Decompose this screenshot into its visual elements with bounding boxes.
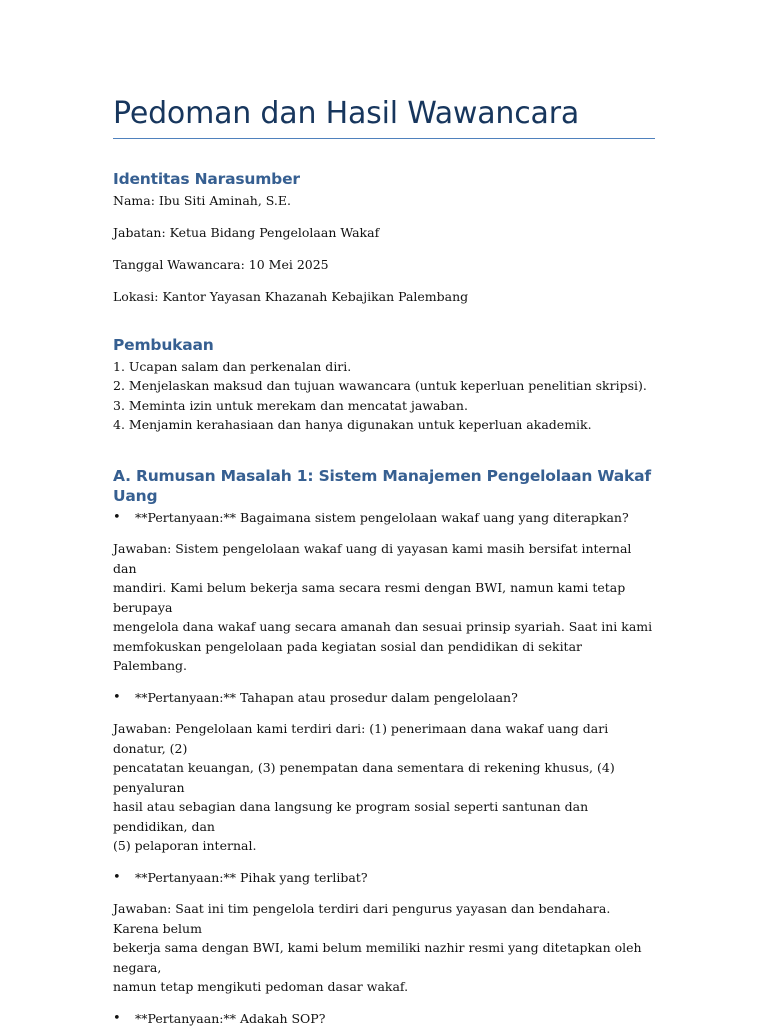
opening-item: 2. Menjelaskan maksud dan tujuan wawancara (untuk keperluan penelitian skripsi). bbox=[113, 376, 655, 396]
question-text: **Pertanyaan:** Bagaimana sistem pengelolaan wakaf uang yang diterapkan? bbox=[135, 510, 629, 525]
opening-item: 1. Ucapan salam dan perkenalan diri. bbox=[113, 357, 655, 377]
answer-line: mengelola dana wakaf uang secara amanah dan sesuai prinsip syariah. Saat ini kami bbox=[113, 617, 655, 637]
identity-date: Tanggal Wawancara: 10 Mei 2025 bbox=[113, 255, 655, 275]
question-item bbox=[113, 1009, 655, 1028]
question-text: **Pertanyaan:** Tahapan atau prosedur dalam pengelolaan? bbox=[135, 690, 518, 705]
document-body bbox=[113, 94, 655, 1028]
answer-line: Jawaban: Pengelolaan kami terdiri dari: (1) penerimaan dana wakaf uang dari donatur, (2) bbox=[113, 719, 655, 758]
question-text: **Pertanyaan:** Pihak yang terlibat? bbox=[135, 870, 368, 885]
answer-block bbox=[113, 899, 655, 997]
question-item bbox=[113, 868, 655, 888]
question-text: **Pertanyaan:** Adakah SOP? bbox=[135, 1011, 325, 1026]
heading-section-a: A. Rumusan Masalah 1: Sistem Manajemen Pengelolaan Wakaf Uang bbox=[113, 466, 655, 506]
identity-position: Jabatan: Ketua Bidang Pengelolaan Wakaf bbox=[113, 223, 655, 243]
bullet-icon: • bbox=[113, 868, 121, 888]
opening-item: 4. Menjamin kerahasiaan dan hanya digunakan untuk keperluan akademik. bbox=[113, 415, 655, 435]
identity-location: Lokasi: Kantor Yayasan Khazanah Kebajikan Palembang bbox=[113, 287, 655, 307]
heading-pembukaan: Pembukaan bbox=[113, 335, 655, 355]
bullet-icon: • bbox=[113, 1009, 121, 1028]
answer-block bbox=[113, 539, 655, 676]
answer-line: Jawaban: Sistem pengelolaan wakaf uang di yayasan kami masih bersifat internal dan bbox=[113, 539, 655, 578]
answer-line: (5) pelaporan internal. bbox=[113, 836, 655, 856]
heading-identitas: Identitas Narasumber bbox=[113, 169, 655, 189]
answer-line: memfokuskan pengelolaan pada kegiatan sosial dan pendidikan di sekitar Palembang. bbox=[113, 637, 655, 676]
question-item bbox=[113, 508, 655, 528]
document-title: Pedoman dan Hasil Wawancara bbox=[113, 94, 655, 139]
answer-line: pencatatan keuangan, (3) penempatan dana sementara di rekening khusus, (4) penyaluran bbox=[113, 758, 655, 797]
bullet-icon: • bbox=[113, 688, 121, 708]
identity-name: Nama: Ibu Siti Aminah, S.E. bbox=[113, 191, 655, 211]
answer-line: Jawaban: Saat ini tim pengelola terdiri dari pengurus yayasan dan bendahara. Karena belum bbox=[113, 899, 655, 938]
answer-block bbox=[113, 719, 655, 856]
answer-line: mandiri. Kami belum bekerja sama secara resmi dengan BWI, namun kami tetap berupaya bbox=[113, 578, 655, 617]
opening-item: 3. Meminta izin untuk merekam dan mencatat jawaban. bbox=[113, 396, 655, 416]
bullet-icon: • bbox=[113, 508, 121, 528]
answer-line: namun tetap mengikuti pedoman dasar wakaf. bbox=[113, 977, 655, 997]
answer-line: bekerja sama dengan BWI, kami belum memiliki nazhir resmi yang ditetapkan oleh negara, bbox=[113, 938, 655, 977]
answer-line: hasil atau sebagian dana langsung ke program sosial seperti santunan dan pendidikan, dan bbox=[113, 797, 655, 836]
question-item bbox=[113, 688, 655, 708]
